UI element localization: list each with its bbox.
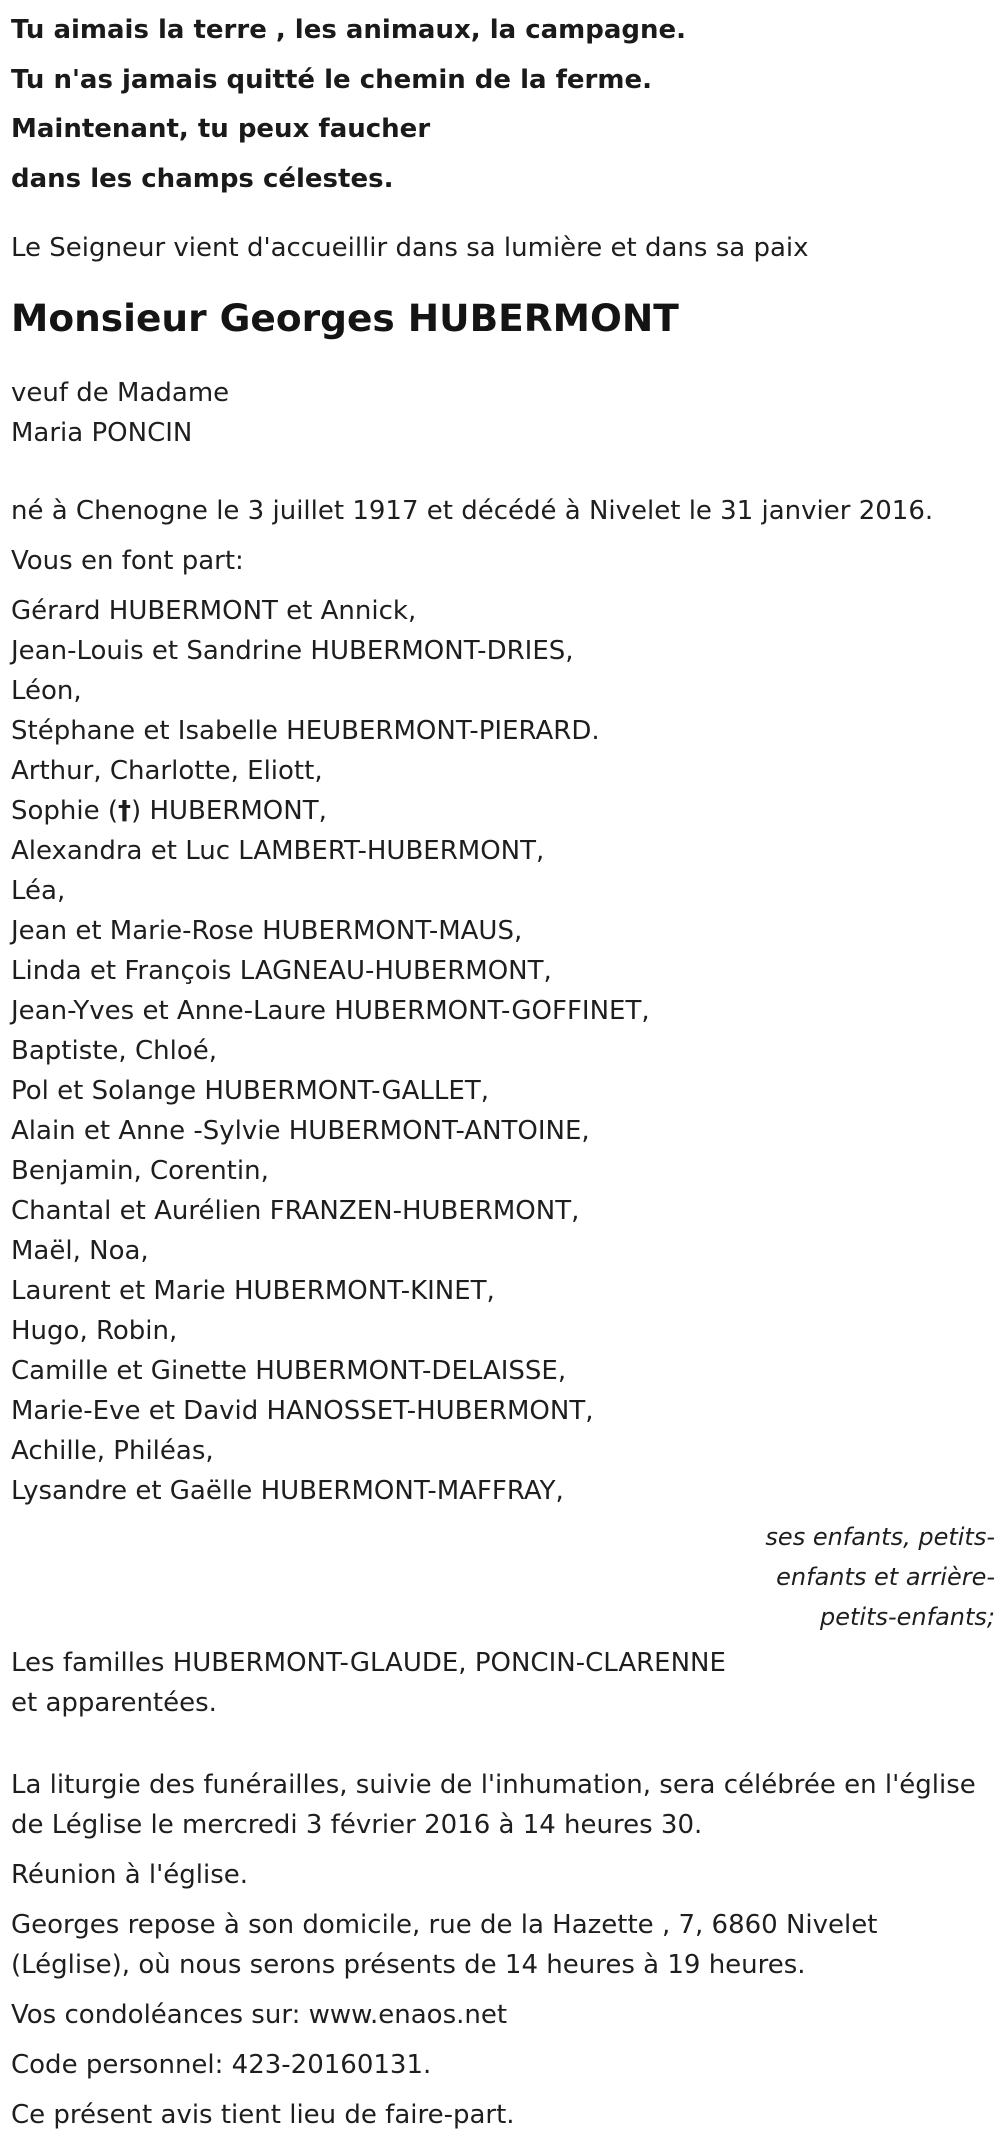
closing-note: Ce présent avis tient lieu de faire-part.: [11, 2100, 515, 2130]
deceased-name: Monsieur Georges HUBERMONT: [11, 296, 679, 340]
poem: [11, 0, 989, 204]
family-member: Pol et Solange HUBERMONT-GALLET,: [11, 1076, 489, 1106]
family-member: Laurent et Marie HUBERMONT-KINET,: [11, 1276, 495, 1306]
family-member: Alexandra et Luc LAMBERT-HUBERMONT,: [11, 836, 545, 866]
condolences-link: Vos condoléances sur: www.enaos.net: [11, 2000, 508, 2030]
family-member: Léon,: [11, 676, 82, 706]
poem-line: Tu n'as jamais quitté le chemin de la ferme.: [11, 64, 652, 95]
rest-location: [11, 1905, 989, 1985]
poem-line: dans les champs célestes.: [11, 163, 394, 194]
widow-line: veuf de Madame: [11, 378, 230, 408]
families-line: Les familles HUBERMONT-GLAUDE, PONCIN-CLARENNE: [11, 1648, 726, 1678]
intro-text: Le Seigneur vient d'accueillir dans sa lumière et dans sa paix: [11, 233, 809, 263]
personal-code: Code personnel: 423-20160131.: [11, 2050, 432, 2080]
family-member: Marie-Eve et David HANOSSET-HUBERMONT,: [11, 1396, 594, 1426]
rest-line: Georges repose à son domicile, rue de la Hazette , 7, 6860 Nivelet: [11, 1910, 878, 1940]
children-note-line: enfants et arrière-: [776, 1563, 995, 1591]
cross-icon: †: [118, 796, 132, 826]
family-member: Lysandre et Gaëlle HUBERMONT-MAFFRAY,: [11, 1476, 564, 1506]
family-member: Stéphane et Isabelle HEUBERMONT-PIERARD.: [11, 716, 600, 746]
family-member: Baptiste, Chloé,: [11, 1036, 217, 1066]
family-member: Linda et François LAGNEAU-HUBERMONT,: [11, 956, 552, 986]
poem-line: Tu aimais la terre , les animaux, la campagne.: [11, 15, 687, 45]
family-member: Gérard HUBERMONT et Annick,: [11, 596, 417, 626]
family-member: Léa,: [11, 876, 66, 906]
family-member: Maël, Noa,: [11, 1236, 149, 1266]
children-note: [11, 1517, 1000, 1637]
family-member-list: [11, 591, 989, 1511]
family-member: [11, 791, 989, 831]
announce-label: Vous en font part:: [11, 546, 244, 576]
ceremony-line: de Léglise le mercredi 3 février 2016 à 14 heures 30.: [11, 1810, 703, 1840]
poem-line: Maintenant, tu peux faucher: [11, 114, 431, 144]
family-member: Alain et Anne -Sylvie HUBERMONT-ANTOINE,: [11, 1116, 590, 1146]
families-line: et apparentées.: [11, 1688, 217, 1718]
children-note-line: ses enfants, petits-: [765, 1523, 995, 1551]
children-note-line: petits-enfants;: [820, 1603, 995, 1631]
rest-line: (Léglise), où nous serons présents de 14 heures à 19 heures.: [11, 1950, 806, 1980]
family-member-text: ) HUBERMONT,: [131, 796, 327, 826]
birth-death-dates: né à Chenogne le 3 juillet 1917 et décédé à Nivelet le 31 janvier 2016.: [11, 496, 934, 526]
extended-families: [11, 1643, 989, 1723]
family-member: Jean-Yves et Anne-Laure HUBERMONT-GOFFINET,: [11, 996, 650, 1026]
family-member: Camille et Ginette HUBERMONT-DELAISSE,: [11, 1356, 567, 1386]
family-member: Arthur, Charlotte, Eliott,: [11, 756, 323, 786]
family-member-text: Sophie (: [11, 796, 119, 826]
family-member: Achille, Philéas,: [11, 1436, 214, 1466]
family-member: Jean et Marie-Rose HUBERMONT-MAUS,: [11, 916, 523, 946]
widow-spouse-name: Maria PONCIN: [11, 418, 193, 448]
family-member: Benjamin, Corentin,: [11, 1156, 269, 1186]
family-member: Jean-Louis et Sandrine HUBERMONT-DRIES,: [11, 636, 574, 666]
meeting-info: Réunion à l'église.: [11, 1860, 249, 1890]
ceremony-line: La liturgie des funérailles, suivie de l'inhumation, sera célébrée en l'église: [11, 1770, 976, 1800]
ceremony-info: [11, 1765, 989, 1845]
family-member: Chantal et Aurélien FRANZEN-HUBERMONT,: [11, 1196, 580, 1226]
widow-of: [11, 373, 989, 453]
family-member: Hugo, Robin,: [11, 1316, 178, 1346]
